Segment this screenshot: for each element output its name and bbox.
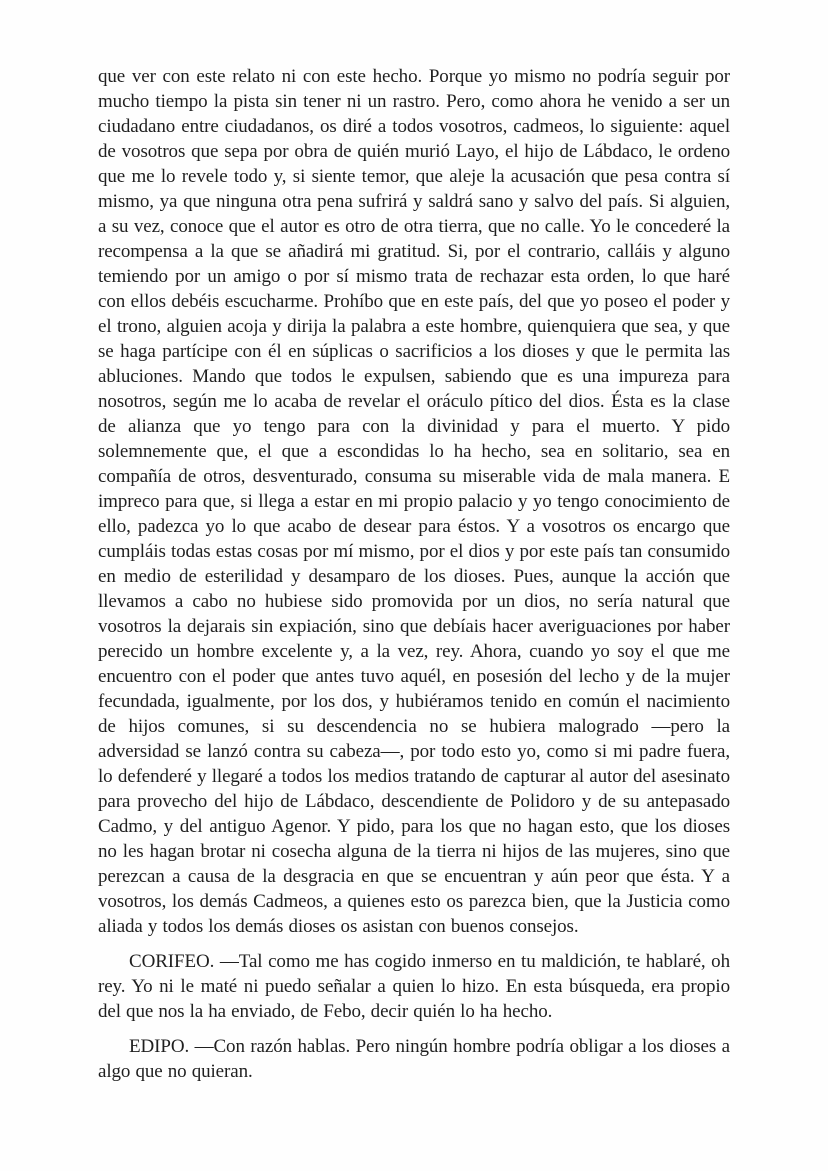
paragraph-dialogue-edipo <box>98 1034 730 1084</box>
dialogue-text-edipo: —Con razón hablas. Pero ningún hombre podría obligar a los dioses a algo que no quieran. <box>98 1036 730 1082</box>
paragraph-narration-continuation: que ver con este relato ni con este hecho. Porque yo mismo no podría seguir por mucho tiempo la pista sin tener ni un rastro. Pero, como ahora he venido a ser un ciudadano entre ciudadanos, os diré a todos vosotros, cadmeos, lo siguiente: aquel de vosotros que sepa por obra de quién murió Layo, el hijo de Lábdaco, le ordeno que me lo revele todo y, si siente temor, que aleje la acusación que pesa contra sí mismo, ya que ninguna otra pena sufrirá y saldrá sano y salvo del país. Si alguien, a su vez, conoce que el autor es otro de otra tierra, que no calle. Yo le concederé la recompensa a la que se añadirá mi gratitud. Si, por el contrario, calláis y alguno temiendo por un amigo o por sí mismo trata de rechazar esta orden, lo que haré con ellos debéis escucharme. Prohíbo que en este país, del que yo poseo el poder y el trono, alguien acoja y dirija la palabra a este hombre, quienquiera que sea, y que se haga partícipe con él en súplicas o sacrificios a los dioses y que le permita las abluciones. Mando que todos le expulsen, sabiendo que es una impureza para nosotros, según me lo acaba de revelar el oráculo pítico del dios. Ésta es la clase de alianza que yo tengo para con la divinidad y para el muerto. Y pido solemnemente que, el que a escondidas lo ha hecho, sea en solitario, sea en compañía de otros, desventurado, consuma su miserable vida de mala manera. E impreco para que, si llega a estar en mi propio palacio y yo tengo conocimiento de ello, padezca yo lo que acabo de desear para éstos. Y a vosotros os encargo que cumpláis todas estas cosas por mí mismo, por el dios y por este país tan consumido en medio de esterilidad y desamparo de los dioses. Pues, aunque la acción que llevamos a cabo no hubiese sido promovida por un dios, no sería natural que vosotros la dejarais sin expiación, sino que debíais hacer averiguaciones por haber perecido un hombre excelente y, a la vez, rey. Ahora, cuando yo soy el que me encuentro con el poder que antes tuvo aquél, en posesión del lecho y de la mujer fecundada, igualmente, por los dos, y hubiéramos tenido en común el nacimiento de hijos comunes, si su descendencia no se hubiera malogrado —pero la adversidad se lanzó contra su cabeza—, por todo esto yo, como si mi padre fuera, lo defenderé y llegaré a todos los medios tratando de capturar al autor del asesinato para provecho del hijo de Lábdaco, descendiente de Polidoro y de su antepasado Cadmo, y del antiguo Agenor. Y pido, para los que no hagan esto, que los dioses no les hagan brotar ni cosecha alguna de la tierra ni hijos de las mujeres, sino que perezcan a causa de la desgracia en que se encuentran y aún peor que ésta. Y a vosotros, los demás Cadmeos, a quienes esto os parezca bien, que la Justicia como aliada y todos los demás dioses os asistan con buenos consejos. <box>98 66 730 937</box>
paragraph-dialogue-corifeo <box>98 949 730 1024</box>
dialogue-text-corifeo: —Tal como me has cogido inmerso en tu maldición, te hablaré, oh rey. Yo ni le maté ni puedo señalar a quien lo hizo. En esta búsqueda, era propio del que nos la ha enviado, de Febo, decir quién lo ha hecho. <box>98 951 730 1022</box>
speaker-name-corifeo: CORIFEO. <box>129 951 215 972</box>
speaker-name-edipo: EDIPO. <box>129 1036 190 1057</box>
